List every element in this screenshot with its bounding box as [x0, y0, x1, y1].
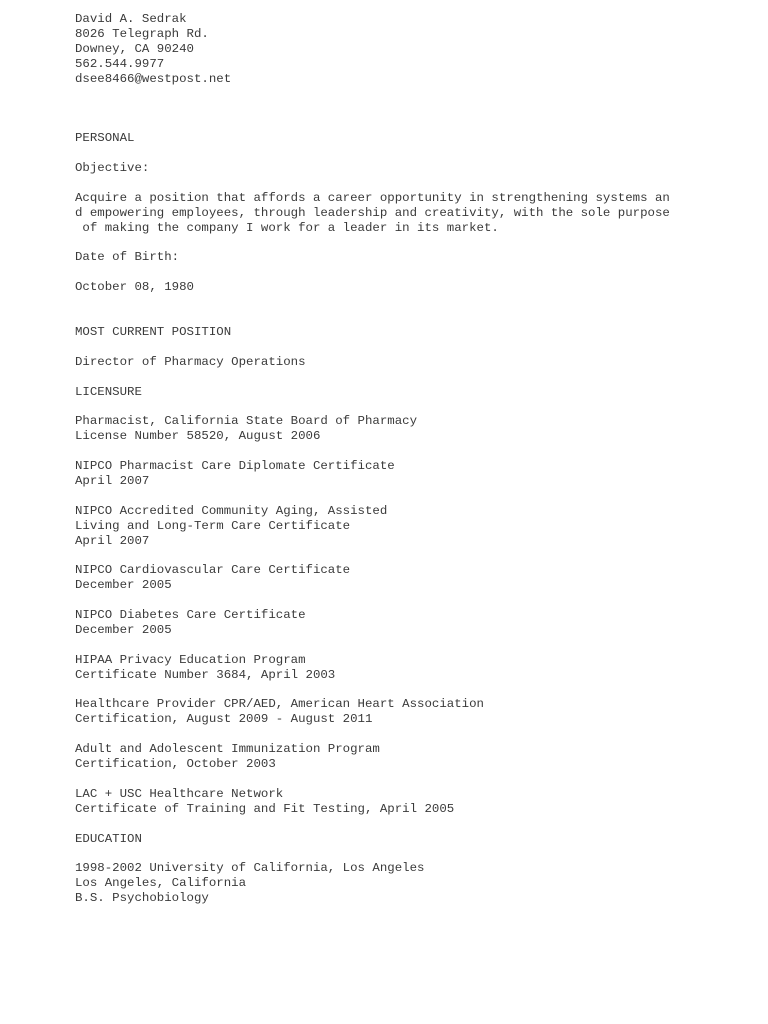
- education-list: [75, 861, 735, 906]
- dob-label: Date of Birth:: [75, 250, 180, 265]
- section-heading-licensure: LICENSURE: [75, 384, 142, 399]
- licensure-entry: [75, 787, 735, 817]
- licensure-entry: [75, 742, 735, 772]
- licensure-entry-line: NIPCO Cardiovascular Care Certificate: [75, 563, 351, 578]
- objective-label: Objective:: [75, 161, 150, 176]
- section-heading-current-position: MOST CURRENT POSITION: [75, 324, 232, 339]
- education-entry-line: B.S. Psychobiology: [75, 891, 209, 906]
- licensure-entry-line: April 2007: [75, 473, 150, 488]
- resume-document: [75, 12, 735, 906]
- contact-name: David A. Sedrak: [75, 12, 187, 26]
- section-heading-education: EDUCATION: [75, 831, 142, 846]
- objective-line: Acquire a position that affords a career opportunity in strengthening systems an: [75, 190, 670, 205]
- licensure-entry: [75, 563, 735, 593]
- licensure-entry-line: Certification, August 2009 - August 2011: [75, 712, 373, 727]
- licensure-entry: [75, 653, 735, 683]
- contact-email[interactable]: dsee8466@westpost.net: [75, 71, 232, 86]
- licensure-entry-line: Adult and Adolescent Immunization Program: [75, 742, 380, 757]
- licensure-entry: [75, 697, 735, 727]
- licensure-entry: [75, 504, 735, 549]
- licensure-entry-line: NIPCO Diabetes Care Certificate: [75, 608, 306, 623]
- licensure-entry: [75, 608, 735, 638]
- education-entry-line: 1998-2002 University of California, Los Angeles: [75, 861, 425, 876]
- section-heading-personal: PERSONAL: [75, 131, 135, 146]
- objective-line: of making the company I work for a leader in its market.: [75, 220, 499, 235]
- licensure-entry-line: Certification, October 2003: [75, 757, 276, 772]
- contact-city: Downey, CA 90240: [75, 41, 194, 56]
- licensure-entry: [75, 459, 735, 489]
- licensure-entry-line: December 2005: [75, 578, 172, 593]
- contact-block: [75, 12, 735, 87]
- licensure-entry-line: Certificate of Training and Fit Testing, April 2005: [75, 801, 455, 816]
- licensure-entry-line: LAC + USC Healthcare Network: [75, 786, 284, 801]
- licensure-entry-line: License Number 58520, August 2006: [75, 429, 321, 444]
- licensure-entry-line: Pharmacist, California State Board of Pharmacy: [75, 414, 418, 429]
- licensure-entry-line: April 2007: [75, 533, 150, 548]
- licensure-entry-line: NIPCO Pharmacist Care Diplomate Certificate: [75, 459, 395, 474]
- dob-value: October 08, 1980: [75, 280, 194, 295]
- licensure-entry: [75, 414, 735, 444]
- objective-line: d empowering employees, through leadership and creativity, with the sole purpose: [75, 205, 670, 220]
- contact-street: 8026 Telegraph Rd.: [75, 26, 209, 41]
- licensure-list: [75, 414, 735, 816]
- licensure-entry-line: December 2005: [75, 622, 172, 637]
- licensure-entry-line: NIPCO Accredited Community Aging, Assisted: [75, 503, 388, 518]
- current-position-title: Director of Pharmacy Operations: [75, 354, 306, 369]
- education-entry: [75, 861, 735, 906]
- licensure-entry-line: Healthcare Provider CPR/AED, American Heart Association: [75, 697, 484, 712]
- objective-text: [75, 191, 735, 236]
- licensure-entry-line: Living and Long-Term Care Certificate: [75, 518, 351, 533]
- licensure-entry-line: HIPAA Privacy Education Program: [75, 652, 306, 667]
- education-entry-line: Los Angeles, California: [75, 876, 247, 891]
- licensure-entry-line: Certificate Number 3684, April 2003: [75, 667, 336, 682]
- contact-phone: 562.544.9977: [75, 56, 165, 71]
